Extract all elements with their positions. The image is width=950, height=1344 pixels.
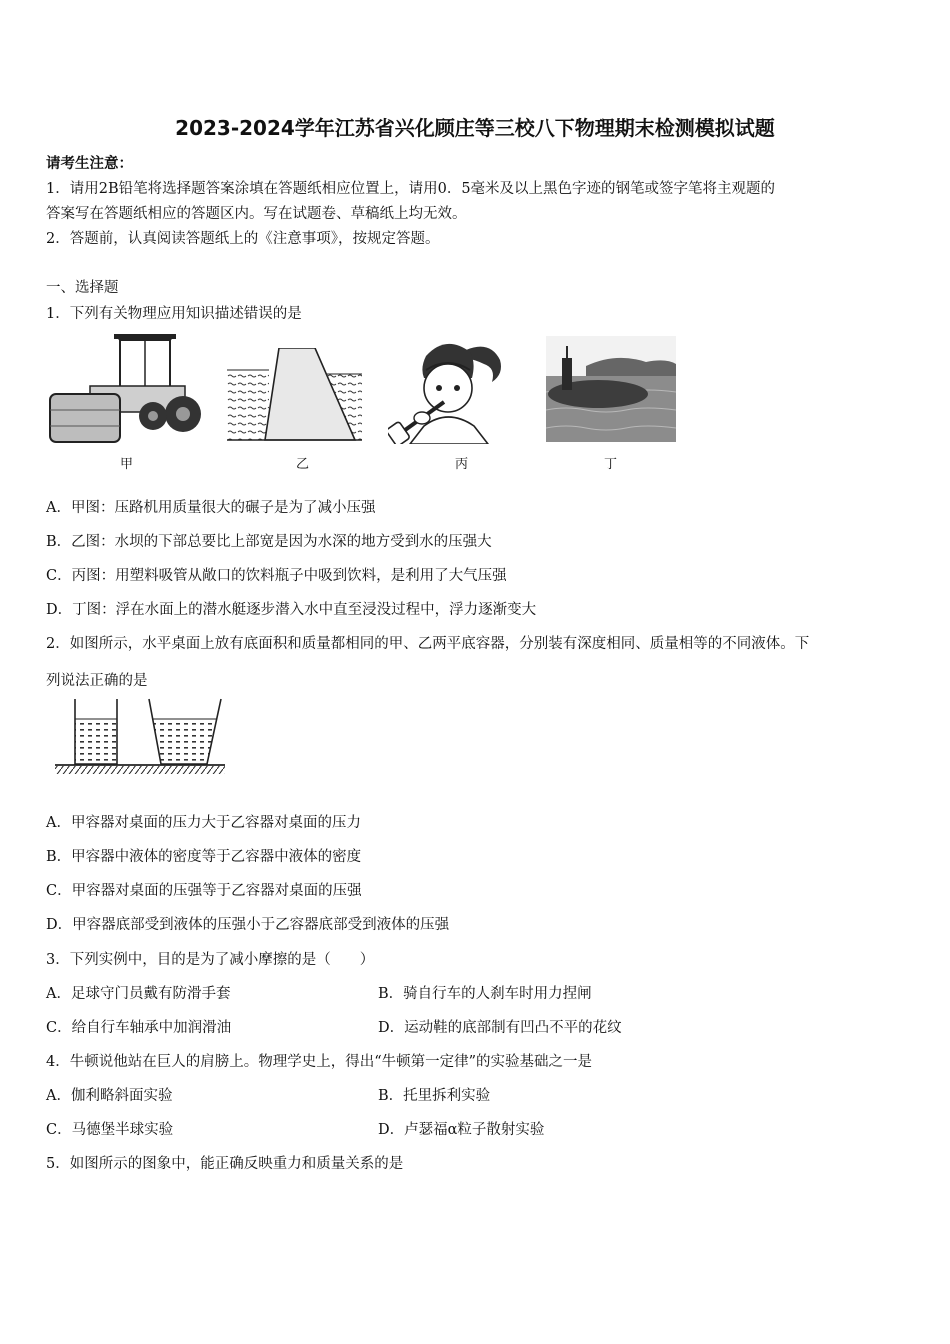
road-roller-figure: [48, 334, 203, 446]
q2-stem-line-1: 2．如图所示，水平桌面上放有底面积和质量都相同的甲、乙两平底容器，分别装有深度相同、质量相等的不同液体。下: [46, 636, 810, 652]
containers-figure: [55, 697, 227, 775]
q1-option-b: B．乙图：水坝的下部总要比上部宽是因为水深的地方受到水的压强大: [46, 534, 492, 550]
girl-straw-figure: [388, 336, 506, 444]
notice-line-1b: 答案写在答题纸相应的答题区内。写在试题卷、草稿纸上均无效。: [46, 206, 467, 222]
q4-option-b: B．托里拆利实验: [378, 1088, 491, 1104]
notice-heading: 请考生注意：: [46, 155, 133, 172]
q1-option-d: D．丁图：浮在水面上的潜水艇逐步潜入水中直至浸没过程中，浮力逐渐变大: [46, 602, 537, 618]
exam-title: 2023-2024学年江苏省兴化顾庄等三校八下物理期末检测模拟试题: [175, 116, 775, 140]
q2-option-a: A．甲容器对桌面的压力大于乙容器对桌面的压力: [46, 815, 361, 831]
q2-option-c: C．甲容器对桌面的压强等于乙容器对桌面的压强: [46, 883, 362, 899]
caption-bing: 丙: [455, 457, 469, 472]
caption-jia: 甲: [120, 457, 134, 472]
submarine-figure: [546, 336, 676, 442]
q1-stem: 1．下列有关物理应用知识描述错误的是: [46, 306, 302, 322]
section-heading: 一、选择题: [46, 280, 119, 296]
notice-line-1: 1．请用2B铅笔将选择题答案涂填在答题纸相应位置上，请用0．5毫米及以上黑色字迹的钢笔或签字笔将主观题的: [46, 181, 776, 197]
q2-option-b: B．甲容器中液体的密度等于乙容器中液体的密度: [46, 849, 362, 865]
q3-option-b: B．骑自行车的人刹车时用力捏闸: [378, 986, 592, 1002]
notice-line-2: 2．答题前，认真阅读答题纸上的《注意事项》，按规定答题。: [46, 231, 440, 247]
q2-option-d: D．甲容器底部受到液体的压强小于乙容器底部受到液体的压强: [46, 917, 450, 933]
q3-option-a: A．足球守门员戴有防滑手套: [46, 986, 231, 1002]
caption-ding: 丁: [604, 457, 618, 472]
q5-stem: 5．如图所示的图象中，能正确反映重力和质量关系的是: [46, 1156, 404, 1172]
dam-figure: [227, 348, 362, 442]
q3-option-c: C．给自行车轴承中加润滑油: [46, 1020, 232, 1036]
caption-yi: 乙: [296, 457, 310, 472]
q4-stem: 4．牛顿说他站在巨人的肩膀上。物理学史上，得出“牛顿第一定律”的实验基础之一是: [46, 1054, 593, 1070]
q3-option-d: D．运动鞋的底部制有凹凸不平的花纹: [378, 1020, 622, 1036]
q2-stem-line-2: 列说法正确的是: [46, 673, 148, 689]
q4-option-a: A．伽利略斜面实验: [46, 1088, 173, 1104]
q1-option-c: C．丙图：用塑料吸管从敞口的饮料瓶子中吸到饮料，是利用了大气压强: [46, 568, 507, 584]
q1-option-a: A．甲图：压路机用质量很大的碾子是为了减小压强: [46, 500, 376, 516]
q4-option-c: C．马德堡半球实验: [46, 1122, 174, 1138]
q3-stem: 3．下列实例中，目的是为了减小摩擦的是（ ）: [46, 952, 375, 968]
q4-option-d: D．卢瑟福α粒子散射实验: [378, 1122, 545, 1138]
